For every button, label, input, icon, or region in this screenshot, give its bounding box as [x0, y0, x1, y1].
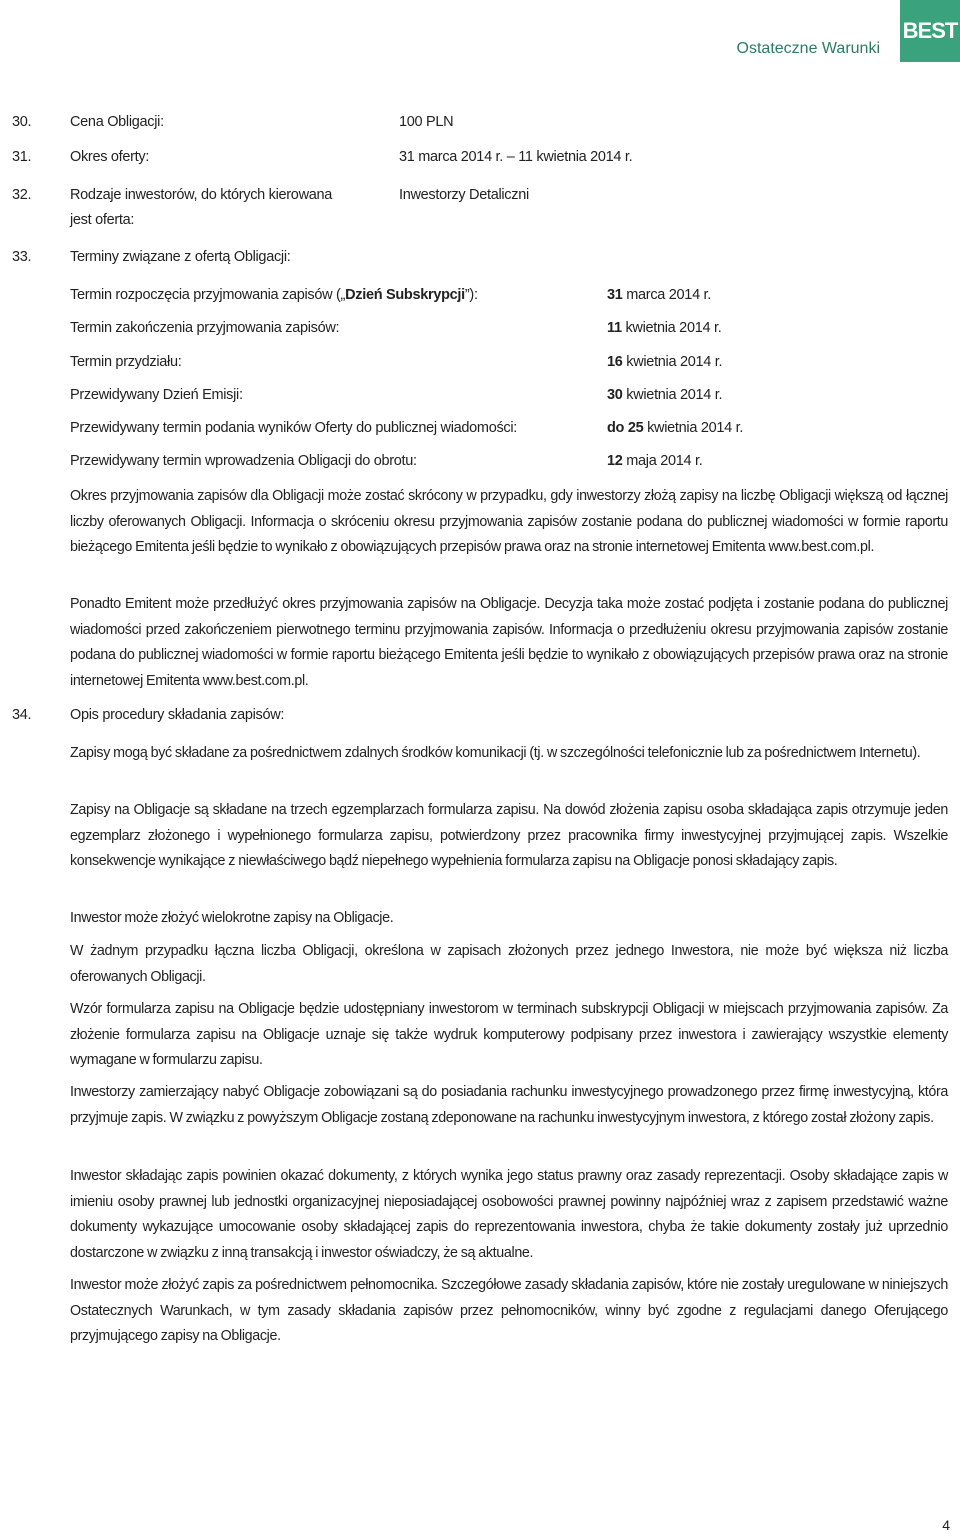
- logo-text: BEST: [902, 18, 958, 43]
- term-label: Przewidywany termin podania wyników Oferty do publicznej wiadomości:: [70, 420, 518, 436]
- item-label: Terminy związane z ofertą Obligacji:: [70, 249, 291, 265]
- paragraph: Ponadto Emitent może przedłużyć okres przyjmowania zapisów na Obligacje. Decyzja taka może zostać podjęta i zostanie podana do publicznej wiadomości przed zakończeniem pierwotnego terminu przyjmowania zapisów. Informacja o przedłużeniu okresu przyjmowania zapisów zostanie podana do publicznej wiadomości w formie raportu bieżącego Emitenta jeśli będzie to wynikało z obowiązujących przepisów prawa oraz na stronie internetowej Emitenta www.best.com.pl.: [70, 596, 948, 689]
- paragraph: Inwestor może złożyć wielokrotne zapisy na Obligacje.: [70, 910, 394, 926]
- best-logo: [900, 0, 960, 62]
- paragraph: W żadnym przypadku łączna liczba Obligacji, określona w zapisach złożonych przez jednego Inwestora, nie może być większa niż liczba oferowanych Obligacji.: [70, 943, 948, 985]
- term-label: Termin rozpoczęcia przyjmowania zapisów („Dzień Subskrypcji”):: [70, 287, 478, 303]
- paragraph: Okres przyjmowania zapisów dla Obligacji może zostać skrócony w przypadku, gdy inwestorzy złożą zapisy na liczbę Obligacji większą od łącznej liczby oferowanych Obligacji. Informacja o skróceniu okresu przyjmowania zapisów zostanie podana do publicznej wiadomości w formie raportu bieżącego Emitenta jeśli będzie to wynikało z obowiązujących przepisów prawa oraz na stronie internetowej Emitenta www.best.com.pl.: [70, 488, 948, 555]
- term-value: 12 maja 2014 r.: [607, 453, 703, 469]
- paragraph: Zapisy na Obligacje są składane na trzech egzemplarzach formularza zapisu. Na dowód złożenia zapisu osoba składająca zapis otrzymuje jeden egzemplarz złożonego i wypełnionego formularza zapisu, potwierdzony przez pracownika firmy inwestycyjnej przyjmującej zapis. Wszelkie konsekwencje wynikające z niewłaściwego bądź niepełnego wypełnienia formularza zapisu na Obligacje ponosi składający zapis.: [70, 802, 948, 869]
- item-number: 30.: [12, 114, 32, 130]
- item-label-continuation: jest oferta:: [70, 212, 135, 228]
- paragraph: Zapisy mogą być składane za pośrednictwem zdalnych środków komunikacji (tj. w szczególności telefonicznie lub za pośrednictwem Internetu).: [70, 745, 921, 761]
- term-value: 16 kwietnia 2014 r.: [607, 354, 723, 370]
- term-label: Termin zakończenia przyjmowania zapisów:: [70, 320, 340, 336]
- term-label: Termin przydziału:: [70, 354, 182, 370]
- term-label: Przewidywany Dzień Emisji:: [70, 387, 243, 403]
- term-value: 30 kwietnia 2014 r.: [607, 387, 723, 403]
- term-value: do 25 kwietnia 2014 r.: [607, 420, 744, 436]
- item-label: Opis procedury składania zapisów:: [70, 707, 285, 723]
- header-title: Ostateczne Warunki: [736, 40, 880, 57]
- item-number: 33.: [12, 249, 32, 265]
- item-label: Rodzaje inwestorów, do których kierowana: [70, 187, 333, 203]
- term-value: 11 kwietnia 2014 r.: [607, 320, 722, 336]
- term-label: Przewidywany termin wprowadzenia Obligacji do obrotu:: [70, 453, 417, 469]
- paragraph: Inwestorzy zamierzający nabyć Obligacje zobowiązani są do posiadania rachunku inwestycyjnego prowadzonego przez firmę inwestycyjną, która przyjmuje zapis. W związku z powyższym Obligacje zostaną zdeponowane na rachunku inwestycyjnym inwestora, z którego został złożony zapis.: [70, 1084, 948, 1126]
- term-label-bold: Dzień Subskrypcji: [345, 287, 465, 303]
- term-value: 31 marca 2014 r.: [607, 287, 712, 303]
- page-number: 4: [942, 1517, 950, 1533]
- paragraph: Wzór formularza zapisu na Obligacje będzie udostępniany inwestorom w terminach subskrypcji Obligacji w miejscach przyjmowania zapisów. Za złożenie formularza zapisu na Obligacje uznaje się także wydruk komputerowy podpisany przez inwestora i zawierający wszystkie elementy wymagane w formularzu zapisu.: [70, 1001, 948, 1068]
- item-number: 34.: [12, 707, 32, 723]
- item-number: 32.: [12, 187, 32, 203]
- item-label: Cena Obligacji:: [70, 114, 164, 130]
- item-value: 100 PLN: [399, 114, 454, 130]
- item-number: 31.: [12, 149, 32, 165]
- item-value: Inwestorzy Detaliczni: [399, 187, 529, 203]
- paragraph: Inwestor składając zapis powinien okazać dokumenty, z których wynika jego status prawny oraz zasady reprezentacji. Osoby składające zapis w imieniu osoby prawnej lub jednostki organizacyjnej nieposiadającej osobowości prawnej powinny najpóźniej wraz z zapisem przedstawić ważne dokumenty wykazujące umocowanie osoby składającej zapis do reprezentowania inwestora, chyba że takie dokumenty zostały już uprzednio dostarczone w związku z inną transakcją i inwestor oświadczy, że są aktualne.: [70, 1168, 948, 1261]
- item-value: 31 marca 2014 r. – 11 kwietnia 2014 r.: [399, 149, 633, 165]
- item-label: Okres oferty:: [70, 149, 150, 165]
- paragraph: Inwestor może złożyć zapis za pośrednictwem pełnomocnika. Szczegółowe zasady składania zapisów, które nie zostały uregulowane w niniejszych Ostatecznych Warunkach, w tym zasady składania zapisów przez pełnomocników, winny być zgodne z regulacjami danego Oferującego przyjmującego zapisy na Obligacje.: [70, 1277, 948, 1344]
